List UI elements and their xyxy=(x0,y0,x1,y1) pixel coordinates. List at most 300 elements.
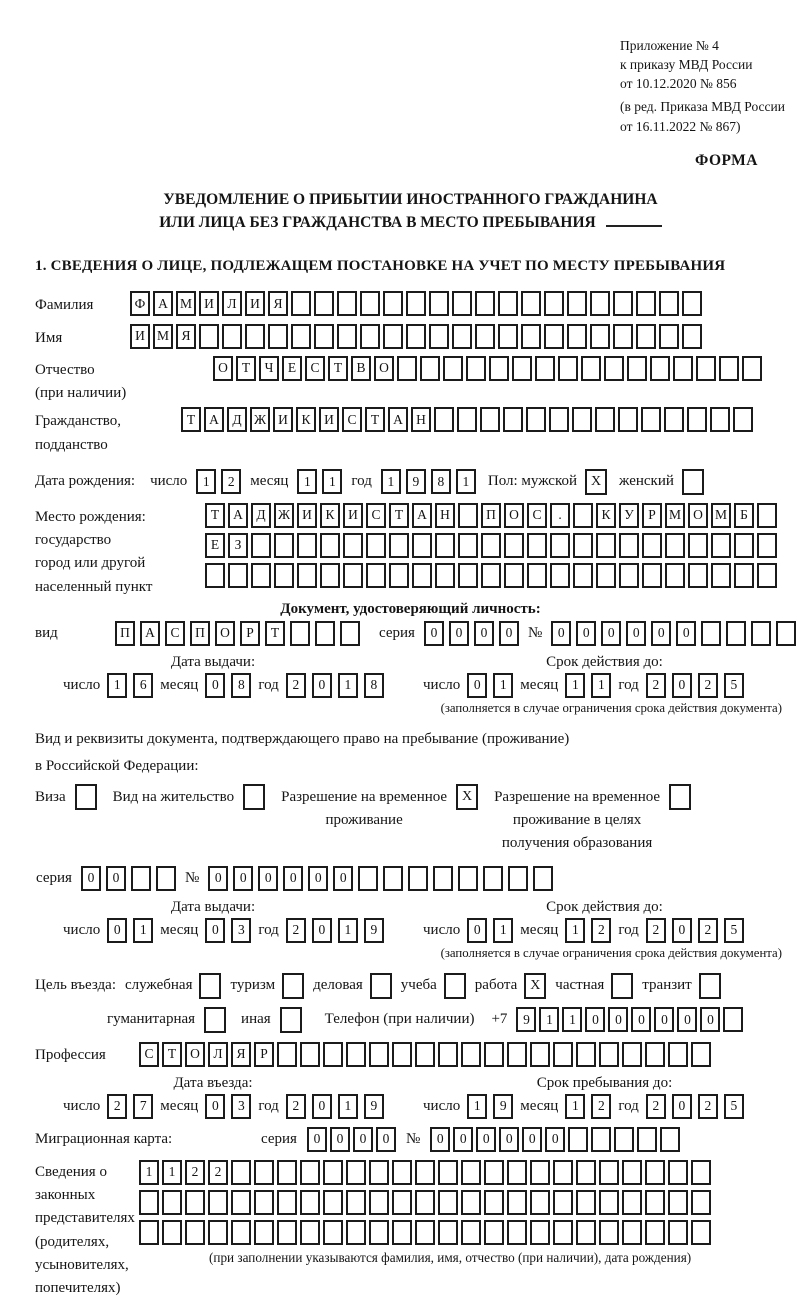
form-cell[interactable]: 2 xyxy=(286,1094,306,1119)
form-cell[interactable]: 0 xyxy=(258,866,278,891)
form-cell[interactable] xyxy=(711,533,731,558)
form-cell[interactable] xyxy=(636,324,656,349)
form-cell[interactable] xyxy=(480,407,500,432)
form-cell[interactable] xyxy=(527,563,547,588)
form-cell[interactable]: П xyxy=(481,503,501,528)
form-cell[interactable]: 2 xyxy=(286,673,306,698)
form-cell[interactable] xyxy=(280,1007,302,1033)
form-cell[interactable] xyxy=(550,533,570,558)
form-cell[interactable] xyxy=(415,1042,435,1067)
form-cell[interactable] xyxy=(231,1160,251,1185)
form-cell[interactable]: 5 xyxy=(724,918,744,943)
form-cell[interactable]: Ф xyxy=(130,291,150,316)
form-cell[interactable]: М xyxy=(711,503,731,528)
form-cell[interactable] xyxy=(660,1127,680,1152)
form-cell[interactable] xyxy=(452,291,472,316)
form-cell[interactable]: 1 xyxy=(139,1160,159,1185)
form-cell[interactable] xyxy=(484,1220,504,1245)
form-cell[interactable] xyxy=(613,291,633,316)
form-cell[interactable] xyxy=(452,324,472,349)
form-cell[interactable] xyxy=(297,533,317,558)
form-cell[interactable] xyxy=(475,324,495,349)
form-cell[interactable] xyxy=(320,563,340,588)
form-cell[interactable]: У xyxy=(619,503,639,528)
form-cell[interactable] xyxy=(208,1220,228,1245)
form-cell[interactable] xyxy=(550,563,570,588)
form-cell[interactable]: П xyxy=(190,621,210,646)
form-cell[interactable] xyxy=(346,1220,366,1245)
form-cell[interactable]: Ж xyxy=(274,503,294,528)
form-cell[interactable]: 0 xyxy=(233,866,253,891)
form-cell[interactable] xyxy=(757,563,777,588)
form-cell[interactable] xyxy=(751,621,771,646)
form-cell[interactable] xyxy=(438,1160,458,1185)
form-cell[interactable]: А xyxy=(153,291,173,316)
form-cell[interactable]: 1 xyxy=(565,918,585,943)
form-cell[interactable]: С xyxy=(527,503,547,528)
form-cell[interactable] xyxy=(243,784,265,810)
form-cell[interactable]: О xyxy=(504,503,524,528)
form-cell[interactable]: X xyxy=(524,973,546,999)
form-cell[interactable] xyxy=(199,973,221,999)
form-cell[interactable]: Т xyxy=(265,621,285,646)
form-cell[interactable] xyxy=(337,291,357,316)
form-cell[interactable] xyxy=(461,1220,481,1245)
form-cell[interactable]: 0 xyxy=(307,1127,327,1152)
form-cell[interactable]: Н xyxy=(435,503,455,528)
form-cell[interactable]: 0 xyxy=(601,621,621,646)
form-cell[interactable]: 2 xyxy=(221,469,241,494)
form-cell[interactable]: А xyxy=(388,407,408,432)
form-cell[interactable]: И xyxy=(245,291,265,316)
form-cell[interactable] xyxy=(340,621,360,646)
form-cell[interactable] xyxy=(734,563,754,588)
form-cell[interactable]: 0 xyxy=(330,1127,350,1152)
form-cell[interactable] xyxy=(535,356,555,381)
form-cell[interactable]: X xyxy=(585,469,607,495)
form-cell[interactable] xyxy=(568,1127,588,1152)
form-cell[interactable]: 0 xyxy=(651,621,671,646)
form-cell[interactable] xyxy=(668,1160,688,1185)
form-cell[interactable]: 1 xyxy=(297,469,317,494)
form-cell[interactable] xyxy=(665,563,685,588)
form-cell[interactable]: П xyxy=(115,621,135,646)
form-cell[interactable] xyxy=(481,533,501,558)
form-cell[interactable] xyxy=(406,324,426,349)
form-cell[interactable] xyxy=(526,407,546,432)
form-cell[interactable] xyxy=(483,866,503,891)
form-cell[interactable]: 0 xyxy=(467,918,487,943)
form-cell[interactable] xyxy=(383,291,403,316)
form-cell[interactable]: А xyxy=(204,407,224,432)
form-cell[interactable]: 0 xyxy=(208,866,228,891)
form-cell[interactable]: 1 xyxy=(467,1094,487,1119)
form-cell[interactable] xyxy=(274,563,294,588)
form-cell[interactable] xyxy=(277,1190,297,1215)
form-cell[interactable] xyxy=(521,324,541,349)
form-cell[interactable]: 0 xyxy=(353,1127,373,1152)
form-cell[interactable] xyxy=(558,356,578,381)
form-cell[interactable] xyxy=(622,1160,642,1185)
form-cell[interactable]: Т xyxy=(328,356,348,381)
form-cell[interactable] xyxy=(637,1127,657,1152)
form-cell[interactable] xyxy=(369,1220,389,1245)
form-cell[interactable] xyxy=(576,1160,596,1185)
form-cell[interactable]: Я xyxy=(231,1042,251,1067)
form-cell[interactable] xyxy=(245,324,265,349)
form-cell[interactable] xyxy=(742,356,762,381)
form-cell[interactable] xyxy=(139,1190,159,1215)
form-cell[interactable]: 0 xyxy=(312,918,332,943)
form-cell[interactable] xyxy=(475,291,495,316)
form-cell[interactable]: 0 xyxy=(676,621,696,646)
form-cell[interactable]: 0 xyxy=(376,1127,396,1152)
form-cell[interactable] xyxy=(274,533,294,558)
form-cell[interactable] xyxy=(412,563,432,588)
form-cell[interactable]: 1 xyxy=(565,673,585,698)
form-cell[interactable] xyxy=(645,1220,665,1245)
form-cell[interactable]: С xyxy=(165,621,185,646)
form-cell[interactable]: 2 xyxy=(185,1160,205,1185)
form-cell[interactable] xyxy=(389,533,409,558)
form-cell[interactable] xyxy=(457,407,477,432)
form-cell[interactable] xyxy=(358,866,378,891)
form-cell[interactable] xyxy=(567,291,587,316)
form-cell[interactable] xyxy=(504,533,524,558)
form-cell[interactable] xyxy=(642,563,662,588)
form-cell[interactable]: 1 xyxy=(338,1094,358,1119)
form-cell[interactable] xyxy=(622,1042,642,1067)
form-cell[interactable]: А xyxy=(412,503,432,528)
form-cell[interactable] xyxy=(397,356,417,381)
form-cell[interactable]: 1 xyxy=(338,673,358,698)
form-cell[interactable] xyxy=(268,324,288,349)
form-cell[interactable] xyxy=(466,356,486,381)
form-cell[interactable]: О xyxy=(374,356,394,381)
form-cell[interactable] xyxy=(650,356,670,381)
form-cell[interactable]: 2 xyxy=(591,918,611,943)
form-cell[interactable] xyxy=(530,1190,550,1215)
form-cell[interactable]: А xyxy=(228,503,248,528)
form-cell[interactable]: 0 xyxy=(654,1007,674,1032)
form-cell[interactable] xyxy=(323,1190,343,1215)
form-cell[interactable] xyxy=(389,563,409,588)
form-cell[interactable] xyxy=(691,1190,711,1215)
form-cell[interactable] xyxy=(776,621,796,646)
form-cell[interactable] xyxy=(277,1160,297,1185)
form-cell[interactable] xyxy=(383,324,403,349)
form-cell[interactable] xyxy=(185,1220,205,1245)
form-cell[interactable]: Р xyxy=(254,1042,274,1067)
form-cell[interactable] xyxy=(682,291,702,316)
form-cell[interactable] xyxy=(665,533,685,558)
form-cell[interactable] xyxy=(533,866,553,891)
form-cell[interactable]: 0 xyxy=(672,673,692,698)
form-cell[interactable] xyxy=(366,563,386,588)
form-cell[interactable]: О xyxy=(688,503,708,528)
form-cell[interactable]: 0 xyxy=(545,1127,565,1152)
form-cell[interactable]: 0 xyxy=(474,621,494,646)
form-cell[interactable]: 1 xyxy=(322,469,342,494)
form-cell[interactable]: 3 xyxy=(231,1094,251,1119)
form-cell[interactable] xyxy=(596,563,616,588)
form-cell[interactable]: 0 xyxy=(700,1007,720,1032)
form-cell[interactable] xyxy=(254,1160,274,1185)
form-cell[interactable] xyxy=(553,1190,573,1215)
form-cell[interactable] xyxy=(549,407,569,432)
form-cell[interactable] xyxy=(507,1160,527,1185)
form-cell[interactable] xyxy=(642,533,662,558)
form-cell[interactable] xyxy=(573,563,593,588)
form-cell[interactable] xyxy=(461,1042,481,1067)
form-cell[interactable] xyxy=(323,1042,343,1067)
form-cell[interactable]: 1 xyxy=(562,1007,582,1032)
form-cell[interactable]: 0 xyxy=(672,918,692,943)
form-cell[interactable]: 9 xyxy=(493,1094,513,1119)
form-cell[interactable] xyxy=(691,1220,711,1245)
form-cell[interactable]: 5 xyxy=(724,1094,744,1119)
form-cell[interactable]: М xyxy=(153,324,173,349)
form-cell[interactable] xyxy=(553,1042,573,1067)
form-cell[interactable]: 6 xyxy=(133,673,153,698)
form-cell[interactable] xyxy=(512,356,532,381)
form-cell[interactable] xyxy=(434,407,454,432)
form-cell[interactable] xyxy=(659,291,679,316)
form-cell[interactable] xyxy=(314,291,334,316)
form-cell[interactable] xyxy=(415,1220,435,1245)
form-cell[interactable] xyxy=(567,324,587,349)
form-cell[interactable] xyxy=(438,1190,458,1215)
form-cell[interactable]: О xyxy=(213,356,233,381)
form-cell[interactable] xyxy=(530,1220,550,1245)
form-cell[interactable]: 0 xyxy=(430,1127,450,1152)
form-cell[interactable] xyxy=(688,533,708,558)
form-cell[interactable]: Я xyxy=(176,324,196,349)
form-cell[interactable]: 0 xyxy=(551,621,571,646)
form-cell[interactable]: 1 xyxy=(162,1160,182,1185)
form-cell[interactable] xyxy=(438,1220,458,1245)
form-cell[interactable] xyxy=(323,1220,343,1245)
form-cell[interactable]: К xyxy=(596,503,616,528)
form-cell[interactable] xyxy=(599,1220,619,1245)
form-cell[interactable] xyxy=(596,533,616,558)
form-cell[interactable] xyxy=(458,503,478,528)
form-cell[interactable] xyxy=(733,407,753,432)
form-cell[interactable] xyxy=(412,533,432,558)
form-cell[interactable] xyxy=(415,1190,435,1215)
form-cell[interactable] xyxy=(668,1190,688,1215)
form-cell[interactable] xyxy=(682,324,702,349)
form-cell[interactable]: Ж xyxy=(250,407,270,432)
form-cell[interactable]: С xyxy=(366,503,386,528)
form-cell[interactable] xyxy=(590,291,610,316)
form-cell[interactable] xyxy=(572,407,592,432)
form-cell[interactable]: 2 xyxy=(208,1160,228,1185)
form-cell[interactable]: 0 xyxy=(312,673,332,698)
form-cell[interactable]: 9 xyxy=(364,918,384,943)
form-cell[interactable] xyxy=(429,324,449,349)
form-cell[interactable] xyxy=(254,1190,274,1215)
form-cell[interactable]: 2 xyxy=(698,673,718,698)
form-cell[interactable] xyxy=(498,291,518,316)
form-cell[interactable] xyxy=(131,866,151,891)
form-cell[interactable]: 8 xyxy=(431,469,451,494)
form-cell[interactable]: 7 xyxy=(133,1094,153,1119)
form-cell[interactable] xyxy=(622,1190,642,1215)
form-cell[interactable] xyxy=(701,621,721,646)
form-cell[interactable] xyxy=(527,533,547,558)
form-cell[interactable]: 1 xyxy=(107,673,127,698)
form-cell[interactable] xyxy=(415,1160,435,1185)
form-cell[interactable]: Д xyxy=(251,503,271,528)
form-cell[interactable] xyxy=(734,533,754,558)
form-cell[interactable] xyxy=(599,1042,619,1067)
form-cell[interactable]: 2 xyxy=(107,1094,127,1119)
form-cell[interactable]: 0 xyxy=(608,1007,628,1032)
form-cell[interactable] xyxy=(553,1220,573,1245)
form-cell[interactable]: Р xyxy=(240,621,260,646)
form-cell[interactable]: 0 xyxy=(576,621,596,646)
form-cell[interactable]: 0 xyxy=(631,1007,651,1032)
form-cell[interactable]: Т xyxy=(389,503,409,528)
form-cell[interactable] xyxy=(507,1190,527,1215)
form-cell[interactable] xyxy=(611,973,633,999)
form-cell[interactable] xyxy=(576,1220,596,1245)
form-cell[interactable]: 0 xyxy=(449,621,469,646)
form-cell[interactable] xyxy=(231,1220,251,1245)
form-cell[interactable] xyxy=(251,533,271,558)
form-cell[interactable]: 0 xyxy=(424,621,444,646)
form-cell[interactable] xyxy=(668,1220,688,1245)
form-cell[interactable] xyxy=(343,533,363,558)
form-cell[interactable]: 3 xyxy=(231,918,251,943)
form-cell[interactable]: 0 xyxy=(677,1007,697,1032)
form-cell[interactable] xyxy=(228,563,248,588)
form-cell[interactable] xyxy=(360,324,380,349)
form-cell[interactable] xyxy=(530,1160,550,1185)
form-cell[interactable] xyxy=(645,1042,665,1067)
form-cell[interactable]: 1 xyxy=(493,673,513,698)
form-cell[interactable] xyxy=(719,356,739,381)
form-cell[interactable] xyxy=(641,407,661,432)
form-cell[interactable] xyxy=(392,1220,412,1245)
form-cell[interactable] xyxy=(627,356,647,381)
form-cell[interactable]: Т xyxy=(181,407,201,432)
form-cell[interactable] xyxy=(576,1190,596,1215)
form-cell[interactable]: К xyxy=(320,503,340,528)
form-cell[interactable]: И xyxy=(297,503,317,528)
form-cell[interactable] xyxy=(458,563,478,588)
form-cell[interactable] xyxy=(282,973,304,999)
form-cell[interactable] xyxy=(484,1160,504,1185)
form-cell[interactable] xyxy=(604,356,624,381)
form-cell[interactable]: 0 xyxy=(205,673,225,698)
form-cell[interactable] xyxy=(696,356,716,381)
form-cell[interactable]: X xyxy=(456,784,478,810)
form-cell[interactable]: 1 xyxy=(456,469,476,494)
form-cell[interactable] xyxy=(156,866,176,891)
form-cell[interactable]: 1 xyxy=(133,918,153,943)
form-cell[interactable]: Я xyxy=(268,291,288,316)
form-cell[interactable]: 0 xyxy=(585,1007,605,1032)
form-cell[interactable]: 1 xyxy=(381,469,401,494)
form-cell[interactable]: 0 xyxy=(672,1094,692,1119)
form-cell[interactable] xyxy=(508,866,528,891)
form-cell[interactable] xyxy=(185,1190,205,1215)
form-cell[interactable]: 1 xyxy=(591,673,611,698)
form-cell[interactable] xyxy=(573,533,593,558)
form-cell[interactable] xyxy=(530,1042,550,1067)
form-cell[interactable] xyxy=(636,291,656,316)
form-cell[interactable]: 0 xyxy=(205,1094,225,1119)
form-cell[interactable] xyxy=(614,1127,634,1152)
form-cell[interactable]: 0 xyxy=(283,866,303,891)
form-cell[interactable] xyxy=(591,1127,611,1152)
form-cell[interactable]: Д xyxy=(227,407,247,432)
form-cell[interactable] xyxy=(544,324,564,349)
form-cell[interactable] xyxy=(346,1042,366,1067)
form-cell[interactable]: 0 xyxy=(81,866,101,891)
form-cell[interactable]: М xyxy=(665,503,685,528)
form-cell[interactable]: 2 xyxy=(646,673,666,698)
form-cell[interactable]: 2 xyxy=(286,918,306,943)
form-cell[interactable] xyxy=(320,533,340,558)
form-cell[interactable]: 9 xyxy=(406,469,426,494)
form-cell[interactable] xyxy=(691,1160,711,1185)
form-cell[interactable] xyxy=(337,324,357,349)
form-cell[interactable] xyxy=(757,533,777,558)
form-cell[interactable] xyxy=(346,1160,366,1185)
form-cell[interactable]: Е xyxy=(282,356,302,381)
form-cell[interactable] xyxy=(687,407,707,432)
form-cell[interactable] xyxy=(484,1042,504,1067)
form-cell[interactable] xyxy=(711,563,731,588)
form-cell[interactable]: Л xyxy=(208,1042,228,1067)
form-cell[interactable] xyxy=(277,1220,297,1245)
form-cell[interactable]: И xyxy=(319,407,339,432)
form-cell[interactable]: З xyxy=(228,533,248,558)
form-cell[interactable]: В xyxy=(351,356,371,381)
form-cell[interactable] xyxy=(581,356,601,381)
form-cell[interactable]: И xyxy=(343,503,363,528)
form-cell[interactable] xyxy=(300,1190,320,1215)
form-cell[interactable] xyxy=(222,324,242,349)
form-cell[interactable] xyxy=(553,1160,573,1185)
form-cell[interactable]: 2 xyxy=(698,918,718,943)
form-cell[interactable]: 9 xyxy=(364,1094,384,1119)
form-cell[interactable] xyxy=(343,563,363,588)
form-cell[interactable]: С xyxy=(305,356,325,381)
form-cell[interactable] xyxy=(691,1042,711,1067)
form-cell[interactable]: И xyxy=(130,324,150,349)
form-cell[interactable] xyxy=(208,1190,228,1215)
form-cell[interactable] xyxy=(408,866,428,891)
form-cell[interactable]: 2 xyxy=(591,1094,611,1119)
form-cell[interactable] xyxy=(429,291,449,316)
form-cell[interactable]: 8 xyxy=(231,673,251,698)
form-cell[interactable]: Р xyxy=(642,503,662,528)
form-cell[interactable]: 2 xyxy=(698,1094,718,1119)
form-cell[interactable] xyxy=(291,291,311,316)
form-cell[interactable]: 0 xyxy=(522,1127,542,1152)
form-cell[interactable]: 0 xyxy=(467,673,487,698)
form-cell[interactable] xyxy=(300,1042,320,1067)
form-cell[interactable] xyxy=(669,784,691,810)
form-cell[interactable]: 0 xyxy=(308,866,328,891)
form-cell[interactable] xyxy=(366,533,386,558)
form-cell[interactable] xyxy=(75,784,97,810)
form-cell[interactable] xyxy=(297,563,317,588)
